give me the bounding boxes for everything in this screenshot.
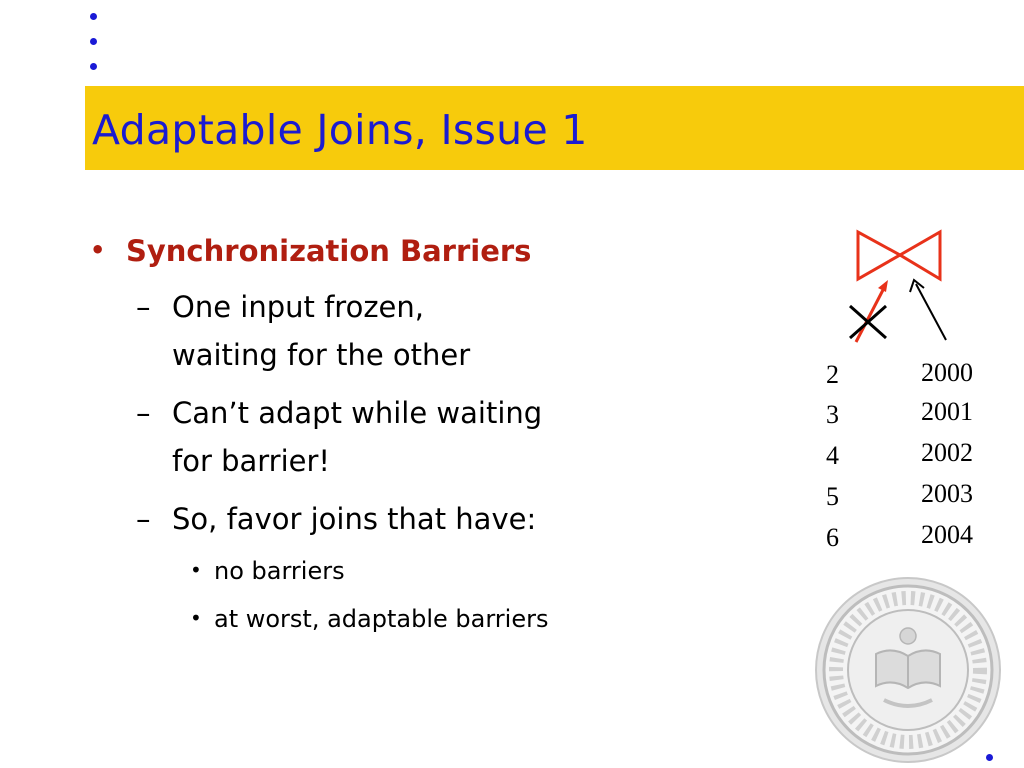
sub-bullet-2: at worst, adaptable barriers [214, 605, 549, 633]
bullet-item-3: So, favor joins that have: [172, 502, 537, 536]
bowtie-join-icon [858, 232, 940, 279]
decor-dot [90, 38, 97, 45]
right-value: 2001 [921, 397, 973, 426]
university-seal-icon [814, 576, 1002, 764]
sub-bullet-glyph: • [190, 606, 202, 630]
bullet-glyph: • [90, 236, 106, 264]
bullet-item-1-line-1: One input frozen, [172, 290, 424, 324]
decor-dot [90, 63, 97, 70]
dash-glyph: – [136, 502, 151, 536]
dash-glyph: – [136, 396, 151, 430]
left-value: 4 [826, 441, 839, 470]
left-arrow-head [878, 280, 888, 292]
bullet-heading: Synchronization Barriers [126, 234, 532, 268]
left-value: 2 [826, 360, 839, 389]
bullet-item-2-line-2: for barrier! [172, 444, 331, 478]
sub-bullet-glyph: • [190, 558, 202, 582]
join-diagram [840, 222, 960, 352]
left-value: 5 [826, 482, 839, 511]
x-mark-icon [850, 306, 886, 338]
decor-dot [90, 13, 97, 20]
left-value: 3 [826, 400, 839, 429]
dash-glyph: – [136, 290, 151, 324]
right-input-arrow [916, 284, 946, 340]
slide-title: Adaptable Joins, Issue 1 [92, 106, 588, 154]
right-value: 2002 [921, 438, 973, 467]
bullet-item-2-line-1: Can’t adapt while waiting [172, 396, 543, 430]
right-value: 2004 [921, 520, 973, 549]
right-value: 2003 [921, 479, 973, 508]
bullet-item-1-line-2: waiting for the other [172, 338, 471, 372]
left-value: 6 [826, 523, 839, 552]
sub-bullet-1: no barriers [214, 557, 345, 585]
right-value: 2000 [921, 358, 973, 387]
